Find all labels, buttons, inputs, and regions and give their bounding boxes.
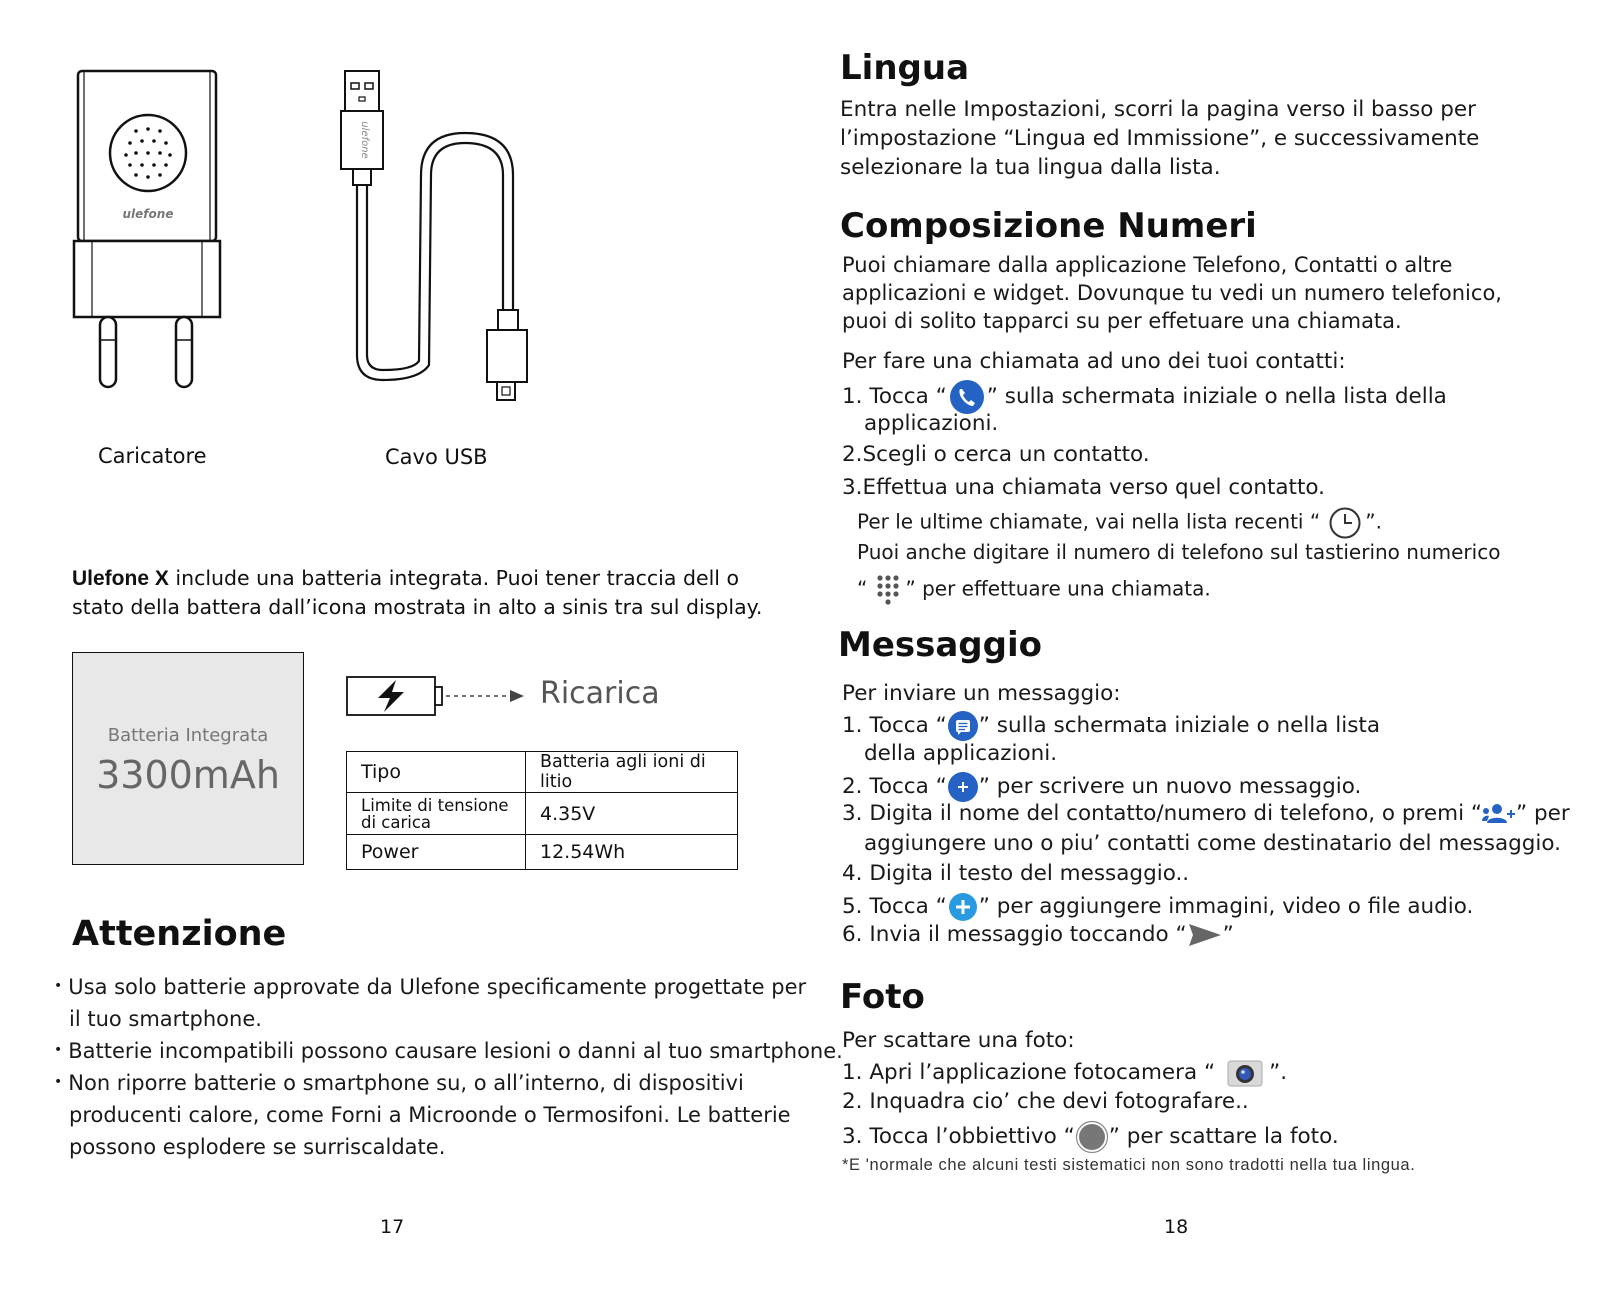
battery-intro-line2: stato della battera dall’icona mostrata in alto a sinis tra sul display.: [72, 595, 763, 619]
add-contact-icon: [1482, 802, 1516, 826]
message-intro: Per inviare un messaggio:: [842, 681, 1121, 706]
spec-value: 4.35V: [526, 793, 738, 835]
step-text: ” per aggiungere immagini, video o file audio.: [978, 894, 1474, 919]
intro-line1-text: include una batteria integrata. Puoi tener traccia dell o: [168, 566, 740, 590]
page-number-left: 17: [380, 1216, 405, 1238]
battery-intro-line1: [72, 566, 739, 591]
message-step-1-cont: della applicazioni.: [864, 741, 1058, 766]
shutter-icon: [1075, 1120, 1109, 1154]
step-text: 1. Tocca “: [842, 713, 947, 738]
table-row: [347, 835, 738, 870]
table-row: [347, 752, 738, 793]
dashed-arrow-icon: [446, 688, 526, 704]
cable-brand-text: ulefone: [359, 121, 370, 159]
photo-intro: Per scattare una foto:: [842, 1028, 1075, 1053]
spec-value: Batteria agli ioni di litio: [526, 752, 738, 793]
bullet-text: Usa solo batterie approvate da Ulefone specificamente progettate per: [68, 975, 807, 999]
foto-title: Foto: [840, 977, 925, 1017]
clock-icon: [1328, 506, 1362, 540]
step-text: 2. Tocca “: [842, 774, 947, 799]
spec-key: Tipo: [347, 752, 526, 793]
photo-step-2: 2. Inquadra cio’ che devi fotografare..: [842, 1089, 1249, 1114]
message-step-3: [842, 801, 1570, 826]
composizione-line-3: puoi di solito tapparci su per effetuare una chiamata.: [842, 309, 1402, 333]
battery-box-label: Batteria Integrata: [107, 725, 269, 746]
battery-charging-icon: [346, 675, 446, 717]
compose-plus-icon: [947, 771, 979, 803]
step-text: 1. Apri l’applicazione fotocamera “: [842, 1060, 1216, 1085]
call-step-1-cont: applicazioni.: [864, 411, 999, 436]
send-icon: [1187, 921, 1223, 949]
step-text: ”.: [1269, 1060, 1288, 1085]
call-step-1: [842, 379, 1447, 415]
recent-calls-line: [857, 506, 1382, 540]
step-text: ” per: [1516, 801, 1570, 826]
composizione-line-2: applicazioni e widget. Dovunque tu vedi un numero telefonico,: [842, 281, 1502, 305]
spec-value: 12.54Wh: [526, 835, 738, 870]
photo-step-1: [842, 1058, 1287, 1088]
step-text: ” per scrivere un nuovo messaggio.: [978, 774, 1362, 799]
charger-illustration: [70, 65, 230, 400]
call-step-2: 2.Scegli o cerca un contatto.: [842, 442, 1150, 467]
composizione-title: Composizione Numeri: [840, 206, 1257, 246]
dialpad-line: Puoi anche digitare il numero di telefono sul tastierino numerico: [857, 540, 1501, 564]
page-number-right: 18: [1164, 1216, 1189, 1238]
cable-label: Cavo USB: [385, 445, 488, 469]
spec-key: Power: [347, 835, 526, 870]
lingua-line-3: selezionare la tua lingua dalla lista.: [840, 155, 1221, 180]
brand-name: Ulefone X: [72, 567, 169, 590]
battery-capacity: 3300mAh: [96, 753, 280, 797]
usb-cable-illustration: [335, 65, 535, 410]
message-step-5: [842, 891, 1473, 923]
table-row: [347, 793, 738, 835]
step-text: ”: [1222, 922, 1234, 947]
lingua-title: Lingua: [840, 48, 970, 88]
battery-spec-table: [346, 751, 738, 870]
call-step-3: 3.Effettua una chiamata verso quel contatto.: [842, 475, 1326, 500]
camera-app-icon: [1227, 1058, 1263, 1088]
attention-bullet-1: • Usa solo batterie approvate da Ulefone specificamente progettate per: [54, 975, 807, 999]
charger-label: Caricatore: [98, 444, 207, 468]
contacts-intro: Per fare una chiamata ad uno dei tuoi contatti:: [842, 349, 1346, 374]
step-text: 6. Invia il messaggio toccando “: [842, 922, 1187, 947]
recent-text: Per le ultime chiamate, vai nella lista recenti “: [857, 509, 1321, 534]
photo-step-3: [842, 1120, 1339, 1154]
step-text: 3. Digita il nome del contatto/numero di telefono, o premi “: [842, 801, 1483, 826]
step-text: 3. Tocca l’obbiettivo “: [842, 1124, 1075, 1149]
composizione-line-1: Puoi chiamare dalla applicazione Telefono, Contatti o altre: [842, 253, 1453, 277]
step-text: 1. Tocca “: [842, 384, 947, 409]
dialpad-icon: [873, 572, 903, 608]
messaggio-title: Messaggio: [838, 625, 1042, 665]
attention-bullet-3-cont2: possono esplodere se surriscaldate.: [69, 1135, 446, 1159]
dialpad-text: ” per effettuare una chiamata.: [905, 576, 1211, 601]
phone-icon: [949, 379, 985, 415]
charger-brand-text: ulefone: [122, 207, 174, 221]
attention-bullet-3-cont: producenti calore, come Forni a Microonde o Termosifoni. Le batterie: [69, 1103, 791, 1127]
step-text: ” sulla schermata iniziale o nella lista: [978, 713, 1381, 738]
message-step-3-cont: aggiungere uno o piu’ contatti come destinatario del messaggio.: [864, 831, 1561, 856]
translation-note: *E 'normale che alcuni testi sistematici non sono tradotti nella tua lingua.: [842, 1156, 1416, 1174]
battery-box: [72, 652, 304, 865]
recent-text: ”.: [1365, 509, 1382, 534]
step-text: ” sulla schermata iniziale o nella lista della: [986, 384, 1447, 409]
attention-bullet-1-cont: il tuo smartphone.: [69, 1007, 262, 1031]
message-step-1: [842, 710, 1380, 742]
message-app-icon: [947, 710, 979, 742]
message-step-2: [842, 771, 1361, 803]
dialpad-text: “: [857, 576, 868, 601]
charging-label: Ricarica: [540, 676, 660, 711]
attach-plus-icon: [947, 891, 979, 923]
attention-bullet-2: • Batterie incompatibili possono causare lesioni o danni al tuo smartphone.: [54, 1039, 843, 1063]
lingua-line-1: Entra nelle Impostazioni, scorri la pagina verso il basso per: [840, 97, 1476, 122]
step-text: 5. Tocca “: [842, 894, 947, 919]
attention-bullet-3: • Non riporre batterie o smartphone su, o all’interno, di dispositivi: [54, 1071, 744, 1095]
step-text: ” per scattare la foto.: [1108, 1124, 1339, 1149]
message-step-6: [842, 921, 1234, 949]
lingua-line-2: l’impostazione “Lingua ed Immissione”, e successivamente: [840, 126, 1480, 151]
bullet-text: Batterie incompatibili possono causare lesioni o danni al tuo smartphone.: [68, 1039, 843, 1063]
bullet-text: Non riporre batterie o smartphone su, o all’interno, di dispositivi: [68, 1071, 744, 1095]
attention-title: Attenzione: [72, 914, 287, 954]
dialpad-line-2: [857, 572, 1211, 608]
message-step-4: 4. Digita il testo del messaggio..: [842, 861, 1190, 886]
spec-key: Limite di tensione di carica: [347, 793, 526, 835]
